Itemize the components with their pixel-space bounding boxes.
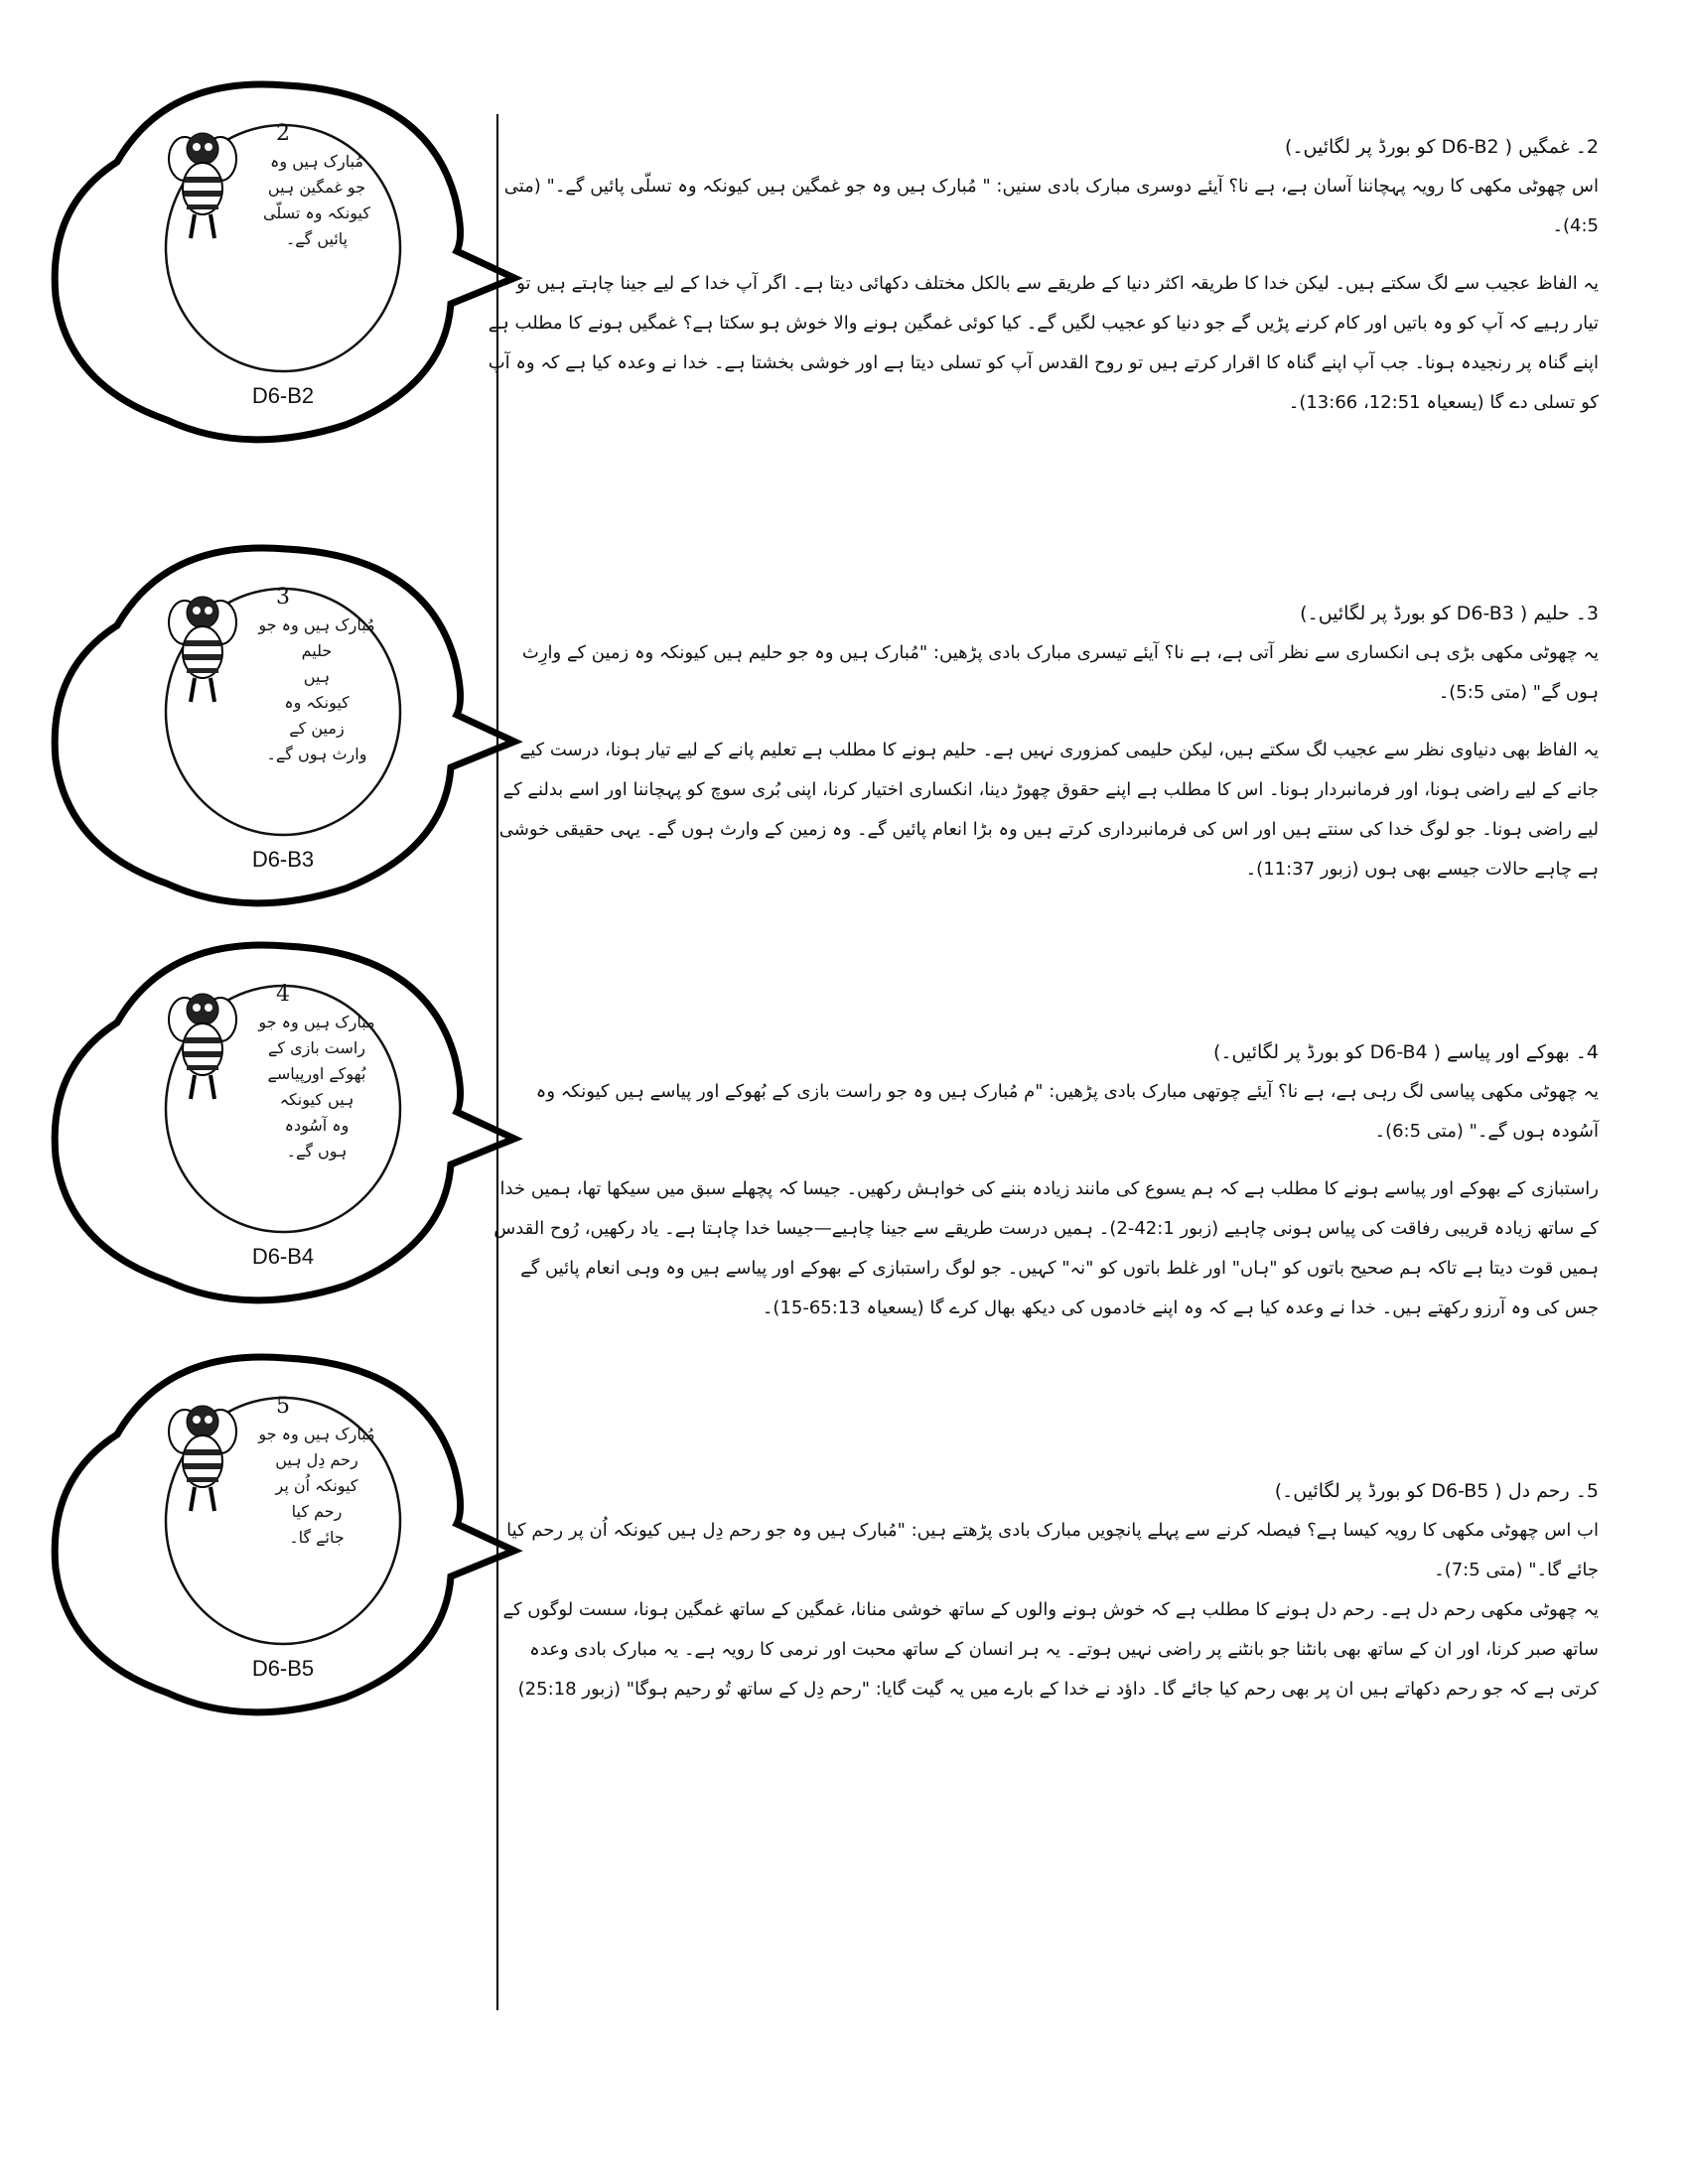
speech-bubble-card (48, 68, 504, 455)
verse-line: ہوں گے۔ (286, 1142, 348, 1160)
bee-icon (159, 583, 246, 712)
verse-card (159, 1392, 407, 1650)
verse-line: مبارک ہیں وہ جو (258, 1013, 375, 1031)
section-4 (487, 1032, 1599, 1328)
section-body: یہ الفاظ عجیب سے لگ سکتے ہیں۔ لیکن خدا کا طریقہ اکثر دنیا کے طریقے سے بالکل مختلف دکھائی دیتا ہے۔ اگر آپ خدا کے لیے جینا چاہتے ہیں تو تیار رہیے کہ آپ کو وہ باتیں اور کام کرنے پڑیں گے جو دنیا کو عجیب لگیں گے۔ کیا کوئی غمگین ہونے والا خوش ہو سکتا ہے؟ غمگیں ہونے کا مطلب ہے اپنے گناہ پر رنجیدہ ہونا۔ جب آپ اپنے گناہ کا اقرار کرتے ہیں تو روح القدس آپ کو تسلی دیتا ہے اور خوشی بخشتا ہے۔ خدا نے وعدہ کیا ہے کہ وہ آپ کو تسلی دے گا (یسعیاہ 12:51، 13:66)۔ (488, 273, 1599, 413)
verse-number: 3 (276, 585, 290, 610)
verse-line: ہیں کیونکہ (279, 1090, 354, 1109)
verse-line: رحم کیا (291, 1502, 343, 1521)
bee-icon (159, 119, 246, 248)
verse-text (252, 613, 381, 767)
verse-text (252, 1422, 381, 1551)
verse-card (159, 980, 407, 1238)
verse-line: بُھوکے اورپیاسے (267, 1064, 366, 1083)
bee-icon (159, 980, 246, 1109)
section-body: راستبازی کے بھوکے اور پیاسے ہونے کا مطلب ہے کہ ہم یسوع کی مانند زیادہ بننے کی خواہش رکھیں۔ جیسا کہ پچھلے سبق میں سیکھا تھا، ہمیں خدا کے ساتھ زیادہ قریبی رفاقت کی پیاس ہونی چاہیے (زبور 42:1-2)۔ ہمیں درست طریقے سے جینا چاہیے—جیسا خدا چاہتا ہے۔ یاد رکھیں، رُوح القدس ہمیں قوت دیتا ہے تاکہ ہم صحیح باتوں کو "ہاں" اور غلط باتوں کو "نہ" کہیں۔ جو لوگ راستبازی کے بھوکے اور پیاسے ہیں وہ وہی انعام پائیں گے جس کی وہ آرزو رکھتے ہیں۔ خدا نے وعدہ کیا ہے کہ وہ اپنے خادموں کی دیکھ بھال کرے گا (یسعیاہ 65:13-15)۔ (493, 1178, 1599, 1318)
section-intro: اب اس چھوٹی مکھی کا رویہ کیسا ہے؟ فیصلہ کرنے سے پہلے پانچویں مبارک بادی پڑھتے ہیں: "مُبارک ہیں وہ جو رحم دِل ہیں کیونکہ اُن پر رحم کیا جائے گا۔" (متی 7:5)۔ (506, 1520, 1599, 1580)
speech-bubble-card (48, 1340, 504, 1727)
verse-number: 4 (276, 982, 290, 1007)
verse-number: 2 (276, 121, 290, 146)
verse-line: ہیں (303, 667, 331, 686)
verse-line: کیونکہ اُن پر (275, 1476, 358, 1495)
verse-number: 5 (276, 1394, 290, 1419)
section-body: یہ چھوٹی مکھی رحم دل ہے۔ رحم دل ہونے کا مطلب ہے کہ خوش ہونے والوں کے ساتھ خوشی منانا، غمگین کے ساتھ غمگین ہونا، سست لوگوں کے ساتھ صبر کرنا، اور ان کے ساتھ بھی بانٹنا جو بانٹنے پر راضی نہیں ہوتے۔ یہ ہر انسان کے ساتھ محبت اور نرمی کا رویہ ہے۔ یہ مبارک بادی وعدہ کرتی ہے کہ جو رحم دکھاتے ہیں ان پر بھی رحم کیا جائے گا۔ داؤد نے خدا کے بارے میں یہ گیت گایا: "رحم دِل کے ساتھ تُو رحیم ہوگا" (زبور 25:18) (502, 1599, 1599, 1700)
section-heading: 5۔ رحم دل ( D6-B5 کو بورڈ پر لگائیں۔) (1274, 1480, 1599, 1502)
verse-line: مُبارک ہیں وہ جو (258, 1425, 375, 1443)
verse-line: حلیم (301, 641, 333, 660)
card-label: D6-B2 (251, 383, 315, 408)
verse-line: زمین کے (289, 719, 345, 738)
section-2 (487, 127, 1599, 423)
verse-line: مُبارک ہیں وہ (270, 152, 363, 171)
verse-text (252, 1010, 381, 1164)
verse-line: جو غمگین ہیں (267, 178, 366, 197)
verse-line: رحم دِل ہیں (275, 1450, 358, 1469)
verse-line: مُبارک ہیں وہ جو (258, 615, 375, 634)
section-heading: 4۔ بھوکے اور پیاسے ( D6-B4 کو بورڈ پر لگائیں۔) (1212, 1041, 1599, 1063)
section-intro: یہ چھوٹی مکھی بڑی ہی انکساری سے نظر آتی ہے، ہے نا؟ آیئے تیسری مبارک بادی پڑھیں: "مُبارک ہیں وہ جو حلیم ہیں کیونکہ وہ زمین کے وارِث ہوں گے" (متی 5:5)۔ (521, 642, 1599, 703)
verse-line: کیونکہ وہ تسلّی (262, 204, 370, 222)
verse-card (159, 583, 407, 841)
section-heading: 2۔ غمگیں ( D6-B2 کو بورڈ پر لگائیں۔) (1284, 136, 1599, 158)
card-label: D6-B4 (251, 1244, 315, 1269)
section-heading: 3۔ حلیم ( D6-B3 کو بورڈ پر لگائیں۔) (1300, 603, 1599, 624)
card-label: D6-B3 (251, 847, 315, 872)
verse-line: راست بازی کے (267, 1038, 366, 1057)
verse-line: پائیں گے۔ (285, 229, 349, 248)
section-3 (487, 594, 1599, 889)
section-body: یہ الفاظ بھی دنیاوی نظر سے عجیب لگ سکتے ہیں، لیکن حلیمی کمزوری نہیں ہے۔ حلیم ہونے کا مطلب ہے تعلیم پانے کے لیے تیار ہونا، درست کیے جانے کے لیے راضی ہونا، اور فرمانبردار ہونا۔ اس کا مطلب ہے اپنے حقوق چھوڑ دینا، انکساری اختیار کرنا، اپنی بُری سوچ کو پہچاننا اور اسے بدلنے کے لیے راضی ہونا۔ جو لوگ خدا کی سنتے ہیں اور اس کی فرمانبرداری کرتے ہیں وہ بڑا انعام پائیں گے۔ وہ زمین کے وارث ہوں گے۔ یہی حقیقی خوشی ہے چاہے حالات جیسے بھی ہوں (زبور 11:37)۔ (498, 740, 1599, 880)
section-5 (487, 1471, 1599, 1709)
section-intro: اس چھوٹی مکھی کا رویہ پہچاننا آسان ہے، ہے نا؟ آیئے دوسری مبارک بادی سنیں: " مُبارک ہیں وہ جو غمگین ہیں کیونکہ وہ تسلّی پائیں گے۔" (متی 4:5)۔ (503, 176, 1599, 236)
verse-line: کیونکہ وہ (284, 693, 350, 712)
speech-bubble-card (48, 531, 504, 918)
verse-line: وارث ہوں گے۔ (266, 745, 367, 763)
speech-bubble-card (48, 928, 504, 1315)
verse-line: وہ آسُودہ (284, 1116, 350, 1135)
verse-line: جائے گا۔ (289, 1528, 345, 1547)
verse-text (252, 149, 381, 252)
verse-card (159, 119, 407, 377)
bee-icon (159, 1392, 246, 1521)
section-intro: یہ چھوٹی مکھی پیاسی لگ رہی ہے، ہے نا؟ آیئے چوتھی مبارک بادی پڑھیں: "م مُبارک ہیں وہ جو راست بازی کے بُھوکے اور پیاسے ہیں کیونکہ وہ آسُودہ ہوں گے۔" (متی 6:5)۔ (535, 1081, 1599, 1142)
card-label: D6-B5 (251, 1656, 315, 1681)
